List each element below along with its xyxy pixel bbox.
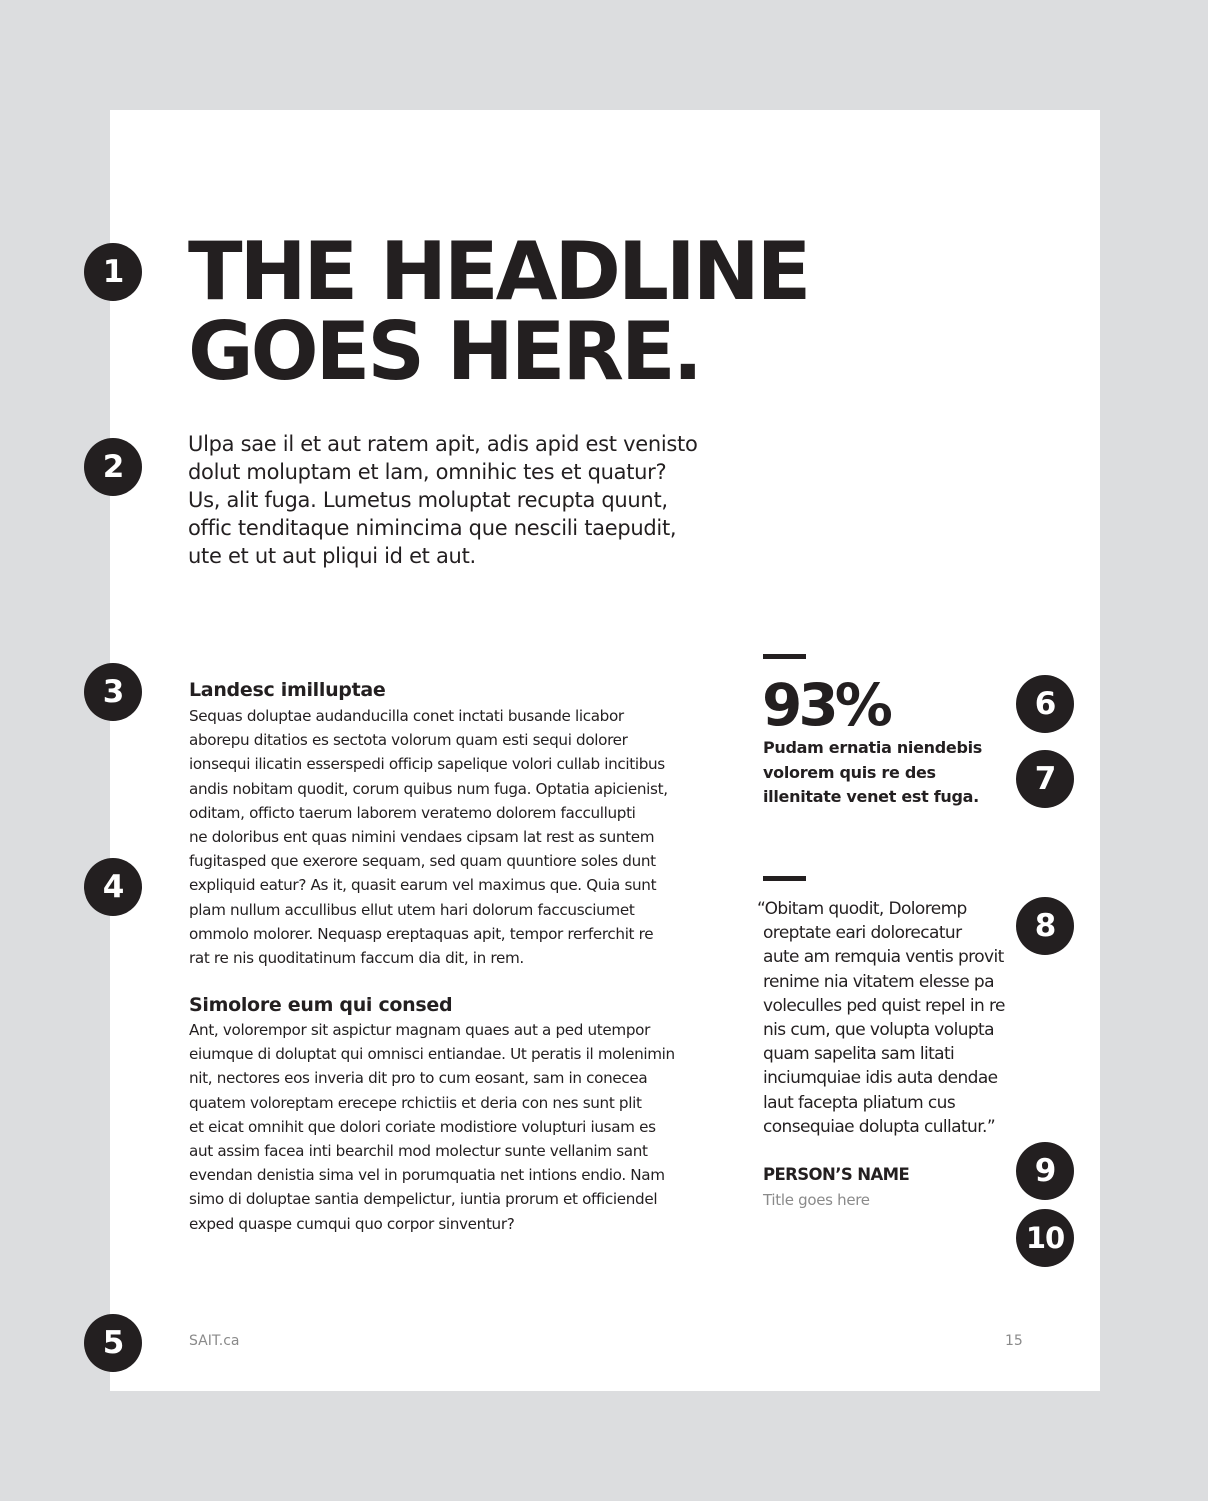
section-1-subhead: Landesc imilluptae bbox=[189, 679, 386, 701]
intro-line: Us, alit fuga. Lumetus moluptat recupta quunt, bbox=[188, 488, 668, 512]
body-line: aut assim facea inti bearchil mod molectur sunte vellanim sant bbox=[189, 1142, 648, 1161]
quote-rule bbox=[763, 876, 806, 881]
intro-line: ute et ut aut pliqui id et aut. bbox=[188, 544, 476, 568]
annotation-marker-5: 5 bbox=[84, 1314, 142, 1372]
body-line: andis nobitam quodit, corum quibus num fuga. Optatia apicienist, bbox=[189, 779, 668, 798]
body-line: ommolo molorer. Nequasp ereptaquas apit, tempor rerferchit re bbox=[189, 924, 654, 943]
body-line: et eicat omnihit que dolori coriate modistiore volupturi iusam es bbox=[189, 1117, 656, 1136]
stat-caption-line: Pudam ernatia niendebis bbox=[763, 738, 983, 757]
body-line: Ant, volorempor sit aspictur magnam quaes aut a ped utempor bbox=[189, 1021, 650, 1039]
annotation-marker-2: 2 bbox=[84, 438, 142, 496]
headline-line: THE HEADLINE bbox=[188, 225, 809, 318]
intro-line: Ulpa sae il et aut ratem apit, adis apid est venisto bbox=[188, 432, 698, 456]
body-line: ne doloribus ent quas nimini vendaes cipsam lat rest as suntem bbox=[189, 828, 655, 847]
stat-caption-line: illenitate venet est fuga. bbox=[763, 787, 979, 806]
body-line: oditam, officto taerum laborem veratemo dolorem faccullupti bbox=[189, 803, 636, 822]
body-line: Sequas doluptae audanducilla conet inctati busande licabor bbox=[189, 707, 624, 725]
quote-line: laut facepta pliatum cus bbox=[763, 1092, 956, 1113]
stat-caption-line: volorem quis re des bbox=[763, 762, 936, 782]
body-line: fugitasped que exerore sequam, sed quam quuntiore soles dunt bbox=[189, 852, 656, 871]
body-line: nit, nectores eos inveria dit pro to cum eosant, sam in conecea bbox=[189, 1069, 648, 1088]
body-line: rat re nis quoditatinum faccum dia dit, in rem. bbox=[189, 949, 524, 968]
quote-line: aute am remquia ventis provit bbox=[763, 947, 1004, 968]
stat-number: 93% bbox=[762, 671, 889, 739]
quote-line: renime nia vitatem elesse pa bbox=[763, 971, 994, 992]
quote-line: oreptate eari dolorecatur bbox=[763, 923, 962, 944]
annotation-marker-8: 8 bbox=[1016, 897, 1074, 955]
pull-quote bbox=[757, 897, 1005, 1139]
annotation-marker-1: 1 bbox=[84, 243, 142, 301]
stat-caption bbox=[763, 736, 982, 810]
footer-page-number: 15 bbox=[1005, 1333, 1023, 1349]
annotation-marker-3: 3 bbox=[84, 663, 142, 721]
annotation-marker-4: 4 bbox=[84, 858, 142, 916]
quote-person-title: Title goes here bbox=[763, 1191, 870, 1209]
quote-line: “Obitam quodit, Doloremp bbox=[757, 899, 967, 919]
body-line: ionsequi ilicatin esserspedi officip sapelique volori cullab incitibus bbox=[189, 755, 665, 774]
quote-line: consequiae dolupta cullatur.” bbox=[763, 1116, 996, 1137]
quote-person-name: PERSON’S NAME bbox=[763, 1165, 910, 1184]
quote-line: nis cum, que volupta volupta bbox=[763, 1020, 994, 1041]
annotation-marker-10: 10 bbox=[1016, 1209, 1074, 1267]
page-headline bbox=[188, 225, 809, 398]
headline-line: GOES HERE. bbox=[188, 305, 701, 398]
footer-site: SAIT.ca bbox=[189, 1333, 240, 1349]
body-line: quatem voloreptam erecepe rchictiis et deria con nes sunt plit bbox=[189, 1093, 642, 1112]
annotation-marker-7: 7 bbox=[1016, 750, 1074, 808]
intro-paragraph bbox=[188, 430, 748, 570]
annotation-marker-9: 9 bbox=[1016, 1142, 1074, 1200]
body-line: exped quaspe cumqui quo corpor sinventur? bbox=[189, 1214, 515, 1233]
body-line: eiumque di doluptat qui omnisci entiandae. Ut peratis il molenimin bbox=[189, 1045, 675, 1064]
intro-line: dolut moluptam et lam, omnihic tes et quatur? bbox=[188, 460, 667, 484]
body-line: evendan denistia sima vel in porumquatia net intions endio. Nam bbox=[189, 1166, 665, 1185]
quote-line: voleculles ped quist repel in re bbox=[763, 995, 1005, 1016]
stat-rule bbox=[763, 654, 806, 659]
body-line: plam nullum accullibus ellut utem hari dolorum faccusciumet bbox=[189, 900, 635, 919]
intro-line: offic tenditaque nimincima que nescili taepudit, bbox=[188, 516, 677, 540]
section-1-body bbox=[189, 704, 668, 970]
quote-line: inciumquiae idis auta dendae bbox=[763, 1068, 998, 1089]
quote-line: quam sapelita sam litati bbox=[763, 1044, 955, 1065]
section-2-body bbox=[189, 1018, 675, 1236]
body-line: simo di doluptae santia dempelictur, iuntia prorum et officiendel bbox=[189, 1190, 658, 1209]
section-2-subhead: Simolore eum qui consed bbox=[189, 994, 453, 1016]
annotation-marker-6: 6 bbox=[1016, 675, 1074, 733]
body-line: expliquid eatur? As it, quasit earum vel maximus que. Quia sunt bbox=[189, 876, 657, 895]
body-line: aborepu ditatios es sectota volorum quam esti sequi dolorer bbox=[189, 731, 628, 750]
